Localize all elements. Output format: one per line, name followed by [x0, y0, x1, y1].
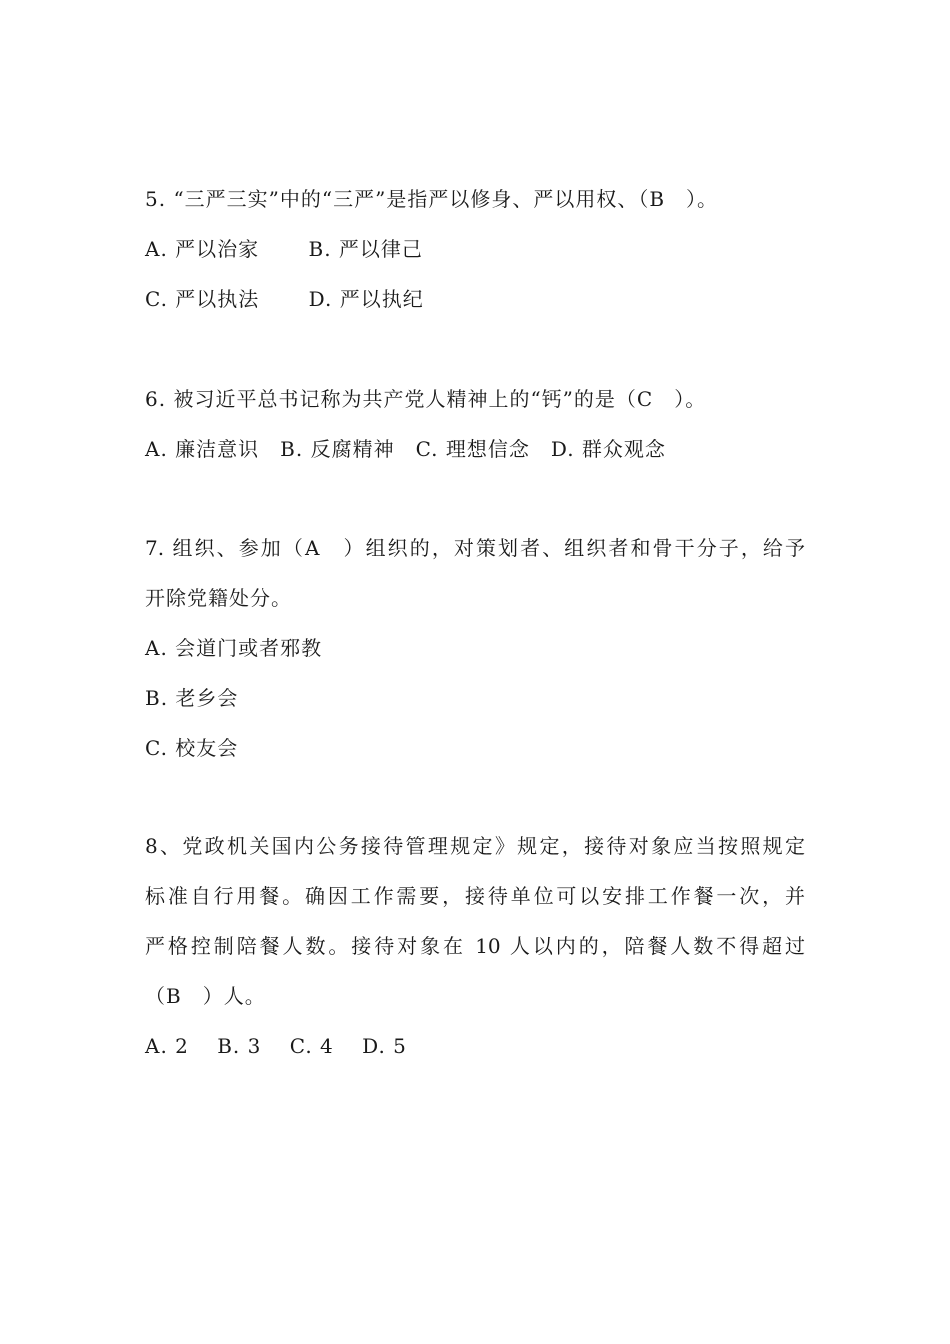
question-8-text-line-3: 严格控制陪餐人数。接待对象在 10 人以内的，陪餐人数不得超过	[145, 934, 805, 958]
question-7-text-line-2: 开除党籍处分。	[145, 586, 292, 610]
question-8-text-line-4: （B ）人。	[145, 984, 266, 1008]
question-8-text-line-1: 8、党政机关国内公务接待管理规定》规定，接待对象应当按照规定	[145, 834, 805, 858]
question-6-text: 6. 被习近平总书记称为共产党人精神上的“钙”的是（C ）。	[145, 387, 707, 411]
question-7-text-line-1: 7. 组织、参加（A ）组织的，对策划者、组织者和骨干分子，给予	[145, 536, 805, 560]
question-5-text: 5. “三严三实”中的“三严”是指严以修身、严以用权、（B ）。	[145, 187, 719, 211]
question-7-option-c: C. 校友会	[145, 736, 239, 760]
question-7-option-a: A. 会道门或者邪教	[145, 636, 323, 660]
question-8-text-line-2: 标准自行用餐。确因工作需要，接待单位可以安排工作餐一次，并	[145, 884, 805, 908]
question-8-options: A. 2 B. 3 C. 4 D. 5	[145, 1034, 407, 1058]
question-5-options-row-1: A. 严以治家 B. 严以律己	[145, 237, 423, 261]
question-5-options-row-2: C. 严以执法 D. 严以执纪	[145, 287, 424, 311]
question-6-options: A. 廉洁意识 B. 反腐精神 C. 理想信念 D. 群众观念	[145, 437, 666, 461]
question-7-option-b: B. 老乡会	[145, 686, 239, 710]
